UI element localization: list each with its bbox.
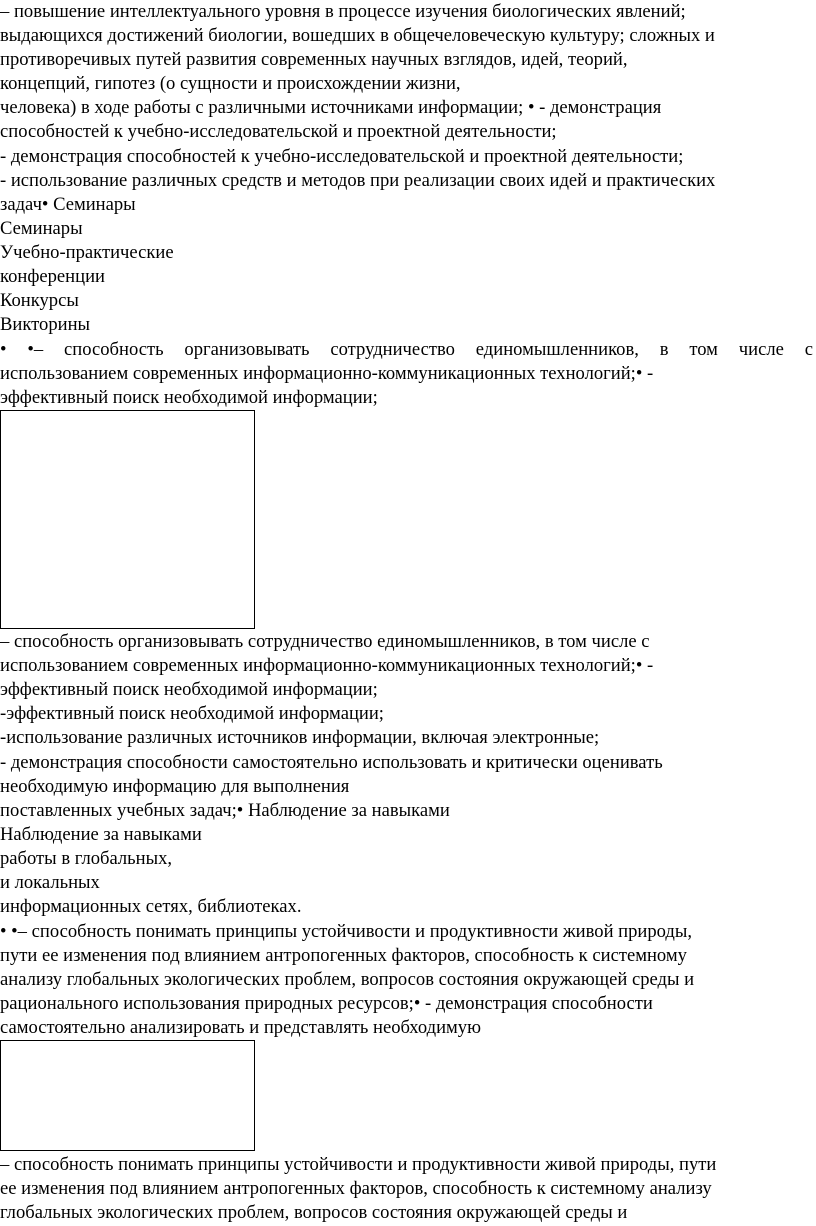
text-line: Викторины xyxy=(0,314,91,335)
text-line: необходимую информацию для выполнения xyxy=(0,776,350,797)
text-line: - использование различных средств и методов при реализации своих идей и практических xyxy=(0,170,716,191)
text-line: человека) в ходе работы с различными источниками информации; • - демонстрация xyxy=(0,97,662,118)
text-line: - демонстрация способности самостоятельно использовать и критически оценивать xyxy=(0,752,663,773)
text-line: поставленных учебных задач;• Наблюдение за навыками xyxy=(0,800,450,821)
text-line: • •‒ способность организовывать сотрудничество единомышленников, в том числе с xyxy=(0,339,813,360)
text-line: • •‒ способность понимать принципы устойчивости и продуктивности живой природы, xyxy=(0,921,693,942)
text-line: и локальных xyxy=(0,872,100,893)
empty-frame xyxy=(0,1040,255,1151)
text-line: задач• Семинары xyxy=(0,194,136,215)
text-line: ‒ повышение интеллектуального уровня в процессе изучения биологических явлений; xyxy=(0,1,686,22)
text-line: эффективный поиск необходимой информации; xyxy=(0,679,378,700)
text-line: ‒ способность организовывать сотрудничество единомышленников, в том числе с xyxy=(0,631,650,652)
text-line: пути ее изменения под влиянием антропогенных факторов, способность к системному xyxy=(0,945,687,966)
text-line: - демонстрация способностей к учебно-исследовательской и проектной деятельности; xyxy=(0,146,684,167)
text-line: -использование различных источников информации, включая электронные; xyxy=(0,727,600,748)
text-line: противоречивых путей развития современных научных взглядов, идей, теорий, xyxy=(0,49,628,70)
text-line: Наблюдение за навыками xyxy=(0,824,202,845)
text-line: конференции xyxy=(0,266,105,287)
text-line: работы в глобальных, xyxy=(0,848,173,869)
text-line: использованием современных информационно-коммуникационных технологий;• - xyxy=(0,363,654,384)
text-line: использованием современных информационно-коммуникационных технологий;• - xyxy=(0,655,654,676)
text-line: рационального использования природных ресурсов;• - демонстрация способности xyxy=(0,993,653,1014)
text-line: Учебно-практические xyxy=(0,242,174,263)
text-line: Конкурсы xyxy=(0,290,79,311)
text-line: концепций, гипотез (о сущности и происхождении жизни, xyxy=(0,73,461,94)
text-line: эффективный поиск необходимой информации; xyxy=(0,387,378,408)
text-line: -эффективный поиск необходимой информации; xyxy=(0,703,384,724)
text-line: выдающихся достижений биологии, вошедших в общечеловеческую культуру; сложных и xyxy=(0,25,715,46)
text-line: ‒ способность понимать принципы устойчивости и продуктивности живой природы, пути xyxy=(0,1154,717,1175)
text-line: глобальных экологических проблем, вопросов состояния окружающей среды и xyxy=(0,1202,628,1223)
text-line: самостоятельно анализировать и представлять необходимую xyxy=(0,1017,481,1038)
text-line: анализу глобальных экологических проблем, вопросов состояния окружающей среды и xyxy=(0,969,695,990)
text-line: Семинары xyxy=(0,218,83,239)
text-line: информационных сетях, библиотеках. xyxy=(0,896,302,917)
empty-frame xyxy=(0,410,255,629)
text-line: способностей к учебно-исследовательской и проектной деятельности; xyxy=(0,121,557,142)
text-line: ее изменения под влиянием антропогенных факторов, способность к системному анализу xyxy=(0,1178,712,1199)
